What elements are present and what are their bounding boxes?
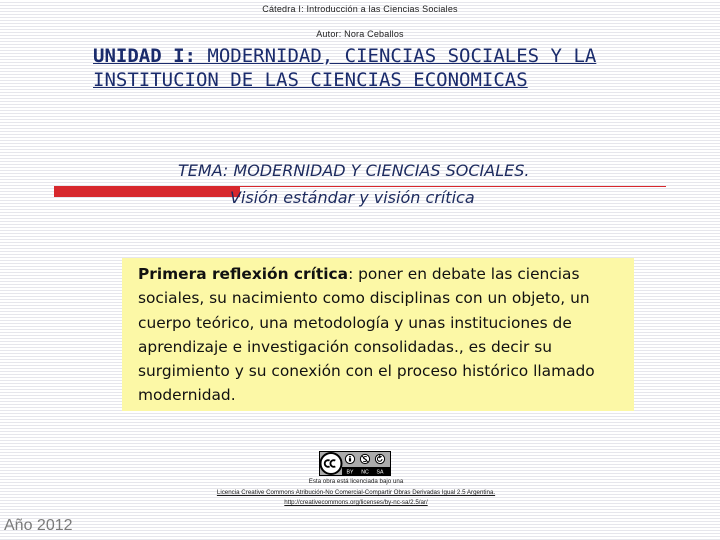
unit-title — [93, 44, 693, 92]
creative-commons-by-nc-sa-icon[interactable] — [319, 451, 391, 476]
license-url-link[interactable]: http://creativecommons.org/licenses/by-nc-sa/2.5/ar/ — [284, 499, 428, 506]
cc-nc-label: NC — [361, 469, 369, 476]
reflection-lead: Primera reflexión crítica — [138, 265, 349, 283]
author-header: Autor: Nora Ceballos — [316, 29, 404, 39]
cc-badge-graphic — [319, 451, 391, 476]
topic-subtitle: Visión estándar y visión crítica — [230, 188, 475, 207]
unit-label: UNIDAD I: — [93, 45, 196, 67]
accent-bar — [54, 186, 240, 197]
reflection-text — [138, 262, 632, 408]
course-header: Cátedra I: Introducción a las Ciencias Sociales — [262, 4, 458, 14]
license-note: Esta obra está licenciada bajo una — [308, 478, 404, 485]
reflection-body: : poner en debate las ciencias sociales, su nacimiento como disciplinas con un objeto, un cuerpo teórico, una metodología y unas instituciones de aprendizaje e investigación consolidadas., es decir su surgimiento y su conexión con el proceso histórico llamado modernidad. — [138, 265, 595, 405]
unit-title-text: MODERNIDAD, CIENCIAS SOCIALES Y LA INSTITUCION DE LAS CIENCIAS ECONOMICAS — [93, 45, 597, 91]
year-label: Año 2012 — [4, 517, 73, 534]
license-link[interactable]: Licencia Creative Commons Atribución-No Comercial-Compartir Obras Derivadas Igual 2.5 Argentina. — [216, 489, 496, 496]
cc-sa-label: SA — [376, 469, 384, 476]
topic-title: TEMA: MODERNIDAD Y CIENCIAS SOCIALES. — [178, 161, 530, 180]
cc-by-label: BY — [346, 469, 354, 476]
